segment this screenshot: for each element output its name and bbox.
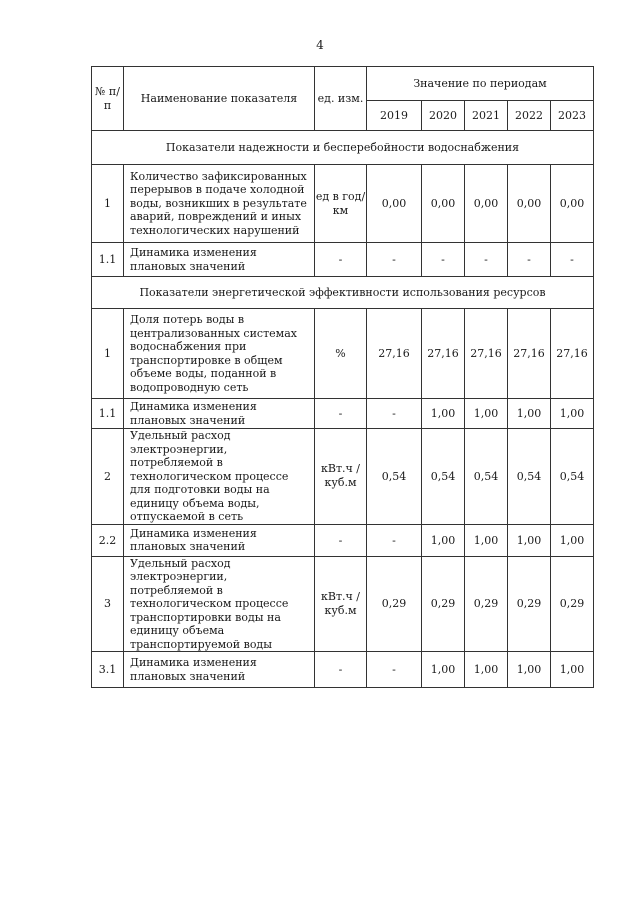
header-year: 2023 <box>551 101 594 131</box>
row-value: 0,54 <box>508 429 551 525</box>
row-value: 1,00 <box>465 524 508 556</box>
row-num: 1 <box>92 165 124 243</box>
indicators-table <box>91 66 594 688</box>
row-value: - <box>422 243 465 277</box>
table-row <box>92 165 594 243</box>
table-row <box>92 524 594 556</box>
row-value: - <box>367 399 422 429</box>
row-unit: - <box>315 399 367 429</box>
row-value: 0,00 <box>508 165 551 243</box>
row-name: Динамика изменения плановых значений <box>124 524 315 556</box>
header-year: 2021 <box>465 101 508 131</box>
header-periods: Значение по периодам <box>367 67 594 101</box>
row-num: 2 <box>92 429 124 525</box>
header-num: № п/п <box>92 67 124 131</box>
row-value: 27,16 <box>551 309 594 399</box>
row-value: 0,29 <box>551 556 594 652</box>
header-unit: ед. изм. <box>315 67 367 131</box>
header-name: Наименование показателя <box>124 67 315 131</box>
row-unit: ед в год/ км <box>315 165 367 243</box>
row-value: 1,00 <box>551 524 594 556</box>
row-value: 0,00 <box>465 165 508 243</box>
row-value: - <box>508 243 551 277</box>
row-name: Динамика изменения плановых значений <box>124 243 315 277</box>
header-year: 2022 <box>508 101 551 131</box>
section-title: Показатели энергетической эффективности использования ресурсов <box>92 277 594 309</box>
row-unit: - <box>315 243 367 277</box>
row-name: Удельный расход электроэнергии, потребляемой в технологическом процессе для подготовки воды на единицу объема воды, отпускаемой в сеть <box>124 429 315 525</box>
row-name: Динамика изменения плановых значений <box>124 399 315 429</box>
table-row <box>92 243 594 277</box>
row-value: - <box>465 243 508 277</box>
row-value: 1,00 <box>551 399 594 429</box>
row-num: 2.2 <box>92 524 124 556</box>
row-value: 0,54 <box>551 429 594 525</box>
row-value: 0,54 <box>465 429 508 525</box>
row-value: 0,29 <box>367 556 422 652</box>
row-num: 3 <box>92 556 124 652</box>
row-unit: - <box>315 652 367 688</box>
row-unit: кВт.ч / куб.м <box>315 429 367 525</box>
row-value: 1,00 <box>508 524 551 556</box>
row-value: 0,29 <box>422 556 465 652</box>
row-value: 1,00 <box>465 652 508 688</box>
row-value: 0,54 <box>367 429 422 525</box>
row-value: 27,16 <box>422 309 465 399</box>
row-value: - <box>367 243 422 277</box>
row-num: 1.1 <box>92 243 124 277</box>
row-num: 1.1 <box>92 399 124 429</box>
table-row <box>92 429 594 525</box>
row-value: 1,00 <box>422 399 465 429</box>
row-value: 27,16 <box>508 309 551 399</box>
row-name: Динамика изменения плановых значений <box>124 652 315 688</box>
row-value: 1,00 <box>508 399 551 429</box>
row-unit: - <box>315 524 367 556</box>
row-value: 0,54 <box>422 429 465 525</box>
row-value: 0,00 <box>367 165 422 243</box>
row-name: Количество зафиксированных перерывов в подаче холодной воды, возникших в результате аварий, повреждений и иных технологических нарушений <box>124 165 315 243</box>
section-title: Показатели надежности и бесперебойности водоснабжения <box>92 131 594 165</box>
row-value: 0,29 <box>508 556 551 652</box>
row-value: 1,00 <box>422 652 465 688</box>
row-value: 27,16 <box>465 309 508 399</box>
row-name: Доля потерь воды в централизованных системах водоснабжения при транспортировке в общем объеме воды, поданной в водопроводную сеть <box>124 309 315 399</box>
row-value: - <box>367 652 422 688</box>
row-num: 1 <box>92 309 124 399</box>
row-value: 1,00 <box>422 524 465 556</box>
row-value: - <box>367 524 422 556</box>
row-value: 0,00 <box>551 165 594 243</box>
table-row <box>92 652 594 688</box>
row-value: - <box>551 243 594 277</box>
row-value: 1,00 <box>508 652 551 688</box>
row-name: Удельный расход электроэнергии, потребляемой в технологическом процессе транспортировки воды на единицу объема транспортируемой воды <box>124 556 315 652</box>
row-value: 27,16 <box>367 309 422 399</box>
row-unit: кВт.ч / куб.м <box>315 556 367 652</box>
header-year: 2020 <box>422 101 465 131</box>
row-value: 1,00 <box>551 652 594 688</box>
row-num: 3.1 <box>92 652 124 688</box>
row-value: 0,00 <box>422 165 465 243</box>
page-number: 4 <box>316 38 324 52</box>
table-row <box>92 309 594 399</box>
table-row <box>92 556 594 652</box>
table-row <box>92 399 594 429</box>
header-year: 2019 <box>367 101 422 131</box>
row-unit: % <box>315 309 367 399</box>
row-value: 0,29 <box>465 556 508 652</box>
row-value: 1,00 <box>465 399 508 429</box>
